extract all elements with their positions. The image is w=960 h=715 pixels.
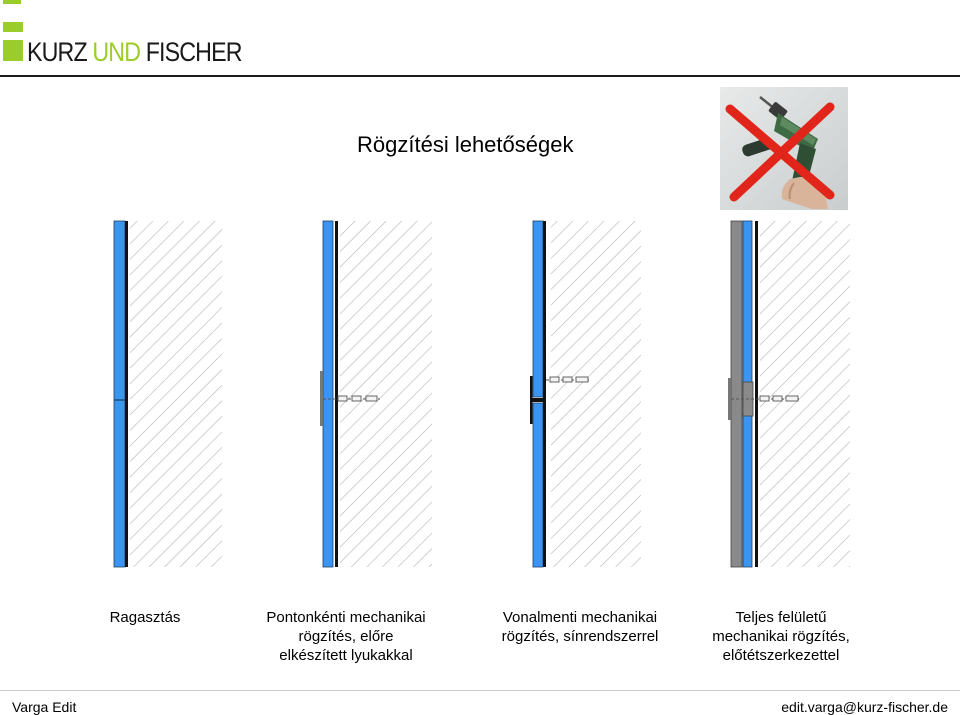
slide-title: Rögzítési lehetőségek (357, 132, 574, 157)
caption-line: Teljes felületű (735, 609, 827, 626)
substrate-wall (340, 221, 432, 567)
outer-gray-panel (731, 221, 742, 567)
logo-word-und: UND (92, 37, 141, 67)
caption-line: előtétszerkezettel (722, 647, 840, 664)
cladding-panel (114, 221, 125, 567)
caption-line: rögzítés, sínrendszerrel (501, 628, 659, 645)
substrate-wall (760, 221, 850, 567)
caption-line: mechanikai rögzítés, (712, 628, 850, 645)
anchor-dowel (546, 377, 590, 382)
caption-gluing (110, 608, 181, 627)
footer-divider (0, 690, 960, 691)
cladding-panel-lower (533, 403, 543, 567)
screw-head (728, 378, 731, 420)
logo-word-kurz: KURZ (27, 37, 87, 67)
substrate-wall (130, 221, 222, 567)
caption-line: elkészített lyukakkal (279, 647, 413, 664)
footer-email: edit.varga@kurz-fischer.de (781, 699, 948, 715)
adhesive-layer (125, 221, 128, 567)
screw-head (320, 371, 323, 426)
diagram-rail-fixing (530, 221, 641, 567)
logo-word-fischer: FISCHER (145, 37, 242, 67)
caption-rail-fixing (502, 608, 659, 646)
caption-line: rögzítés, előre (298, 628, 394, 645)
footer-author: Varga Edit (12, 699, 77, 715)
diagram-substructure-fixing (728, 221, 850, 567)
cladding-panel-upper (533, 221, 543, 397)
caption-point-fixing (266, 608, 425, 665)
substrate-wall (551, 221, 641, 567)
caption-line: Pontonkénti mechanikai (266, 609, 426, 626)
caption-substructure-fixing (712, 608, 850, 665)
caption-line: Ragasztás (109, 609, 181, 626)
backing-layer (335, 221, 338, 567)
diagram-gluing (114, 221, 222, 567)
caption-line: Vonalmenti mechanikai (502, 609, 658, 626)
backing-layer (755, 221, 758, 567)
cladding-panel (323, 221, 333, 567)
diagram-point-fixing (320, 221, 432, 567)
